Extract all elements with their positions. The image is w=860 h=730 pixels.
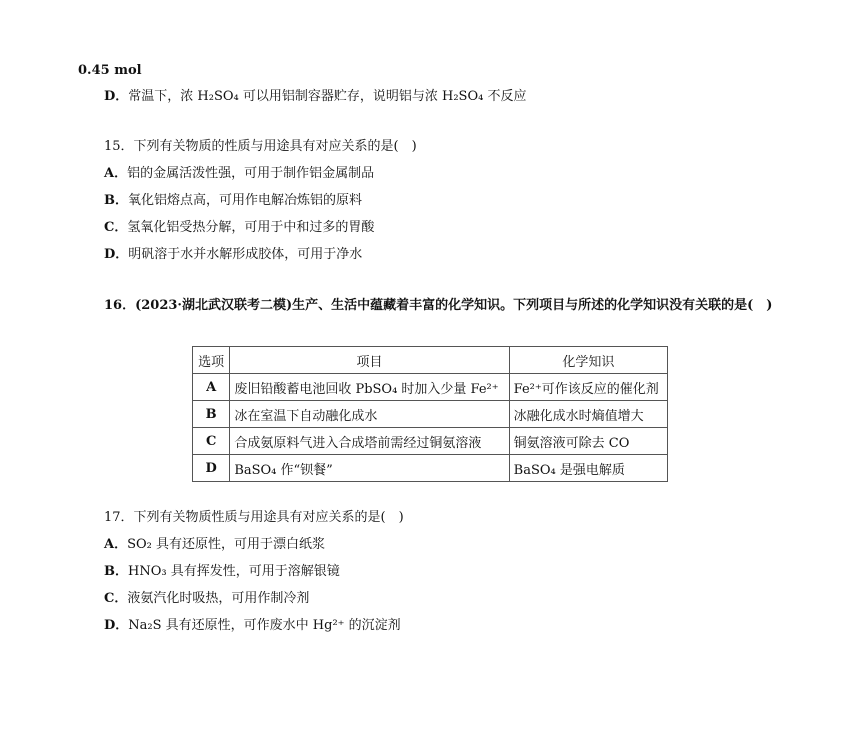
option-label: D． <box>104 247 129 262</box>
q17-option-a <box>104 536 325 554</box>
option-text: 铝的金属活泼性强，可用于制作铝金属制品 <box>127 166 375 181</box>
option-text: SO₂ 具有还原性，可用于漂白纸浆 <box>127 537 326 552</box>
q15-option-a <box>104 165 374 183</box>
table-cell-option: D <box>193 455 230 482</box>
table-cell-knowledge: Fe²⁺可作该反应的催化剂 <box>509 374 667 401</box>
table-row <box>193 455 668 482</box>
q14-option-d <box>104 88 526 106</box>
table-header-cell: 化学知识 <box>509 347 667 374</box>
question-stem: 15．下列有关物质的性质与用途具有对应关系的是( ) <box>104 139 417 154</box>
option-label: B． <box>104 193 128 208</box>
question-stem: 17．下列有关物质性质与用途具有对应关系的是( ) <box>104 510 404 525</box>
option-label: C． <box>104 591 128 606</box>
table-row <box>193 374 668 401</box>
table-cell-item: 冰在室温下自动融化成水 <box>230 401 509 428</box>
table-header-row <box>193 347 668 374</box>
q17-option-b <box>104 563 340 581</box>
question-stem: 16．(2023·湖北武汉联考二模)生产、生活中蕴藏着丰富的化学知识。下列项目与所述的化学知识没有关联的是( ) <box>104 298 773 313</box>
option-label: D． <box>104 618 129 633</box>
table-cell-knowledge: 冰融化成水时熵值增大 <box>509 401 667 428</box>
q17-option-c <box>104 590 309 608</box>
q16-table <box>192 346 668 482</box>
answer-tail-text: 0.45 mol <box>78 63 142 78</box>
q17-option-d <box>104 617 401 635</box>
option-text: 氧化铝熔点高，可用作电解冶炼铝的原料 <box>128 193 363 208</box>
table-cell-item: 废旧铅酸蓄电池回收 PbSO₄ 时加入少量 Fe²⁺ <box>230 374 509 401</box>
option-label: C． <box>104 220 128 235</box>
table-cell-option: A <box>193 374 230 401</box>
table-cell-option: B <box>193 401 230 428</box>
table-cell-item: 合成氨原料气进入合成塔前需经过铜氨溶液 <box>230 428 509 455</box>
option-text: 明矾溶于水并水解形成胶体，可用于净水 <box>128 247 363 262</box>
option-text: 液氨汽化时吸热，可用作制冷剂 <box>127 591 310 606</box>
option-text: 常温下，浓 H₂SO₄ 可以用铝制容器贮存，说明铝与浓 H₂SO₄ 不反应 <box>128 89 527 104</box>
option-text: HNO₃ 具有挥发性，可用于溶解银镜 <box>128 564 340 579</box>
table-row <box>193 428 668 455</box>
q15-option-b <box>104 192 362 210</box>
q15-option-d <box>104 246 362 264</box>
option-label: A． <box>104 537 128 552</box>
table-header-cell: 选项 <box>193 347 230 374</box>
option-text: Na₂S 具有还原性，可作废水中 Hg²⁺ 的沉淀剂 <box>128 618 401 633</box>
table-row <box>193 401 668 428</box>
table-cell-option: C <box>193 428 230 455</box>
option-text: 氢氧化铝受热分解，可用于中和过多的胃酸 <box>127 220 375 235</box>
option-label: B． <box>104 564 128 579</box>
table-header-cell: 项目 <box>230 347 509 374</box>
table-cell-knowledge: 铜氨溶液可除去 CO <box>509 428 667 455</box>
q15-option-c <box>104 219 374 237</box>
table-cell-item: BaSO₄ 作“钡餐” <box>230 455 509 482</box>
table-cell-knowledge: BaSO₄ 是强电解质 <box>509 455 667 482</box>
option-label: A． <box>104 166 128 181</box>
option-label: D． <box>104 89 129 104</box>
